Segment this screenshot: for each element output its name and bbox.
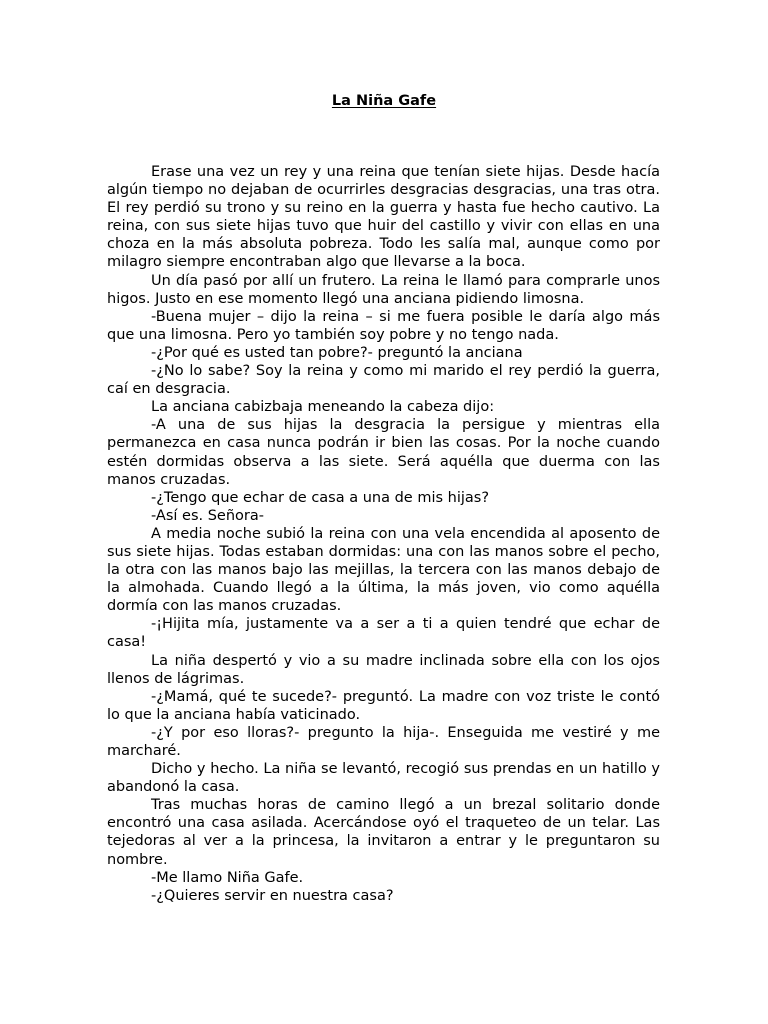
paragraph: Un día pasó por allí un frutero. La reina le llamó para comprarle unos higos. Justo en ese momento llegó una anciana pidiendo limosna. — [107, 272, 660, 307]
paragraph: -¡Hijita mía, justamente va a ser a ti a quien tendré que echar de casa! — [107, 616, 660, 651]
document-title — [0, 91, 768, 111]
paragraph: -A una de sus hijas la desgracia la persigue y mientras ella permanezca en casa nunca podrán ir bien las cosas. Por la noche cuando estén dormidas observa a las siete. Será aquélla que duerma con las manos cruzadas. — [107, 417, 660, 488]
paragraph: -¿Por qué es usted tan pobre?- preguntó la anciana — [151, 344, 523, 361]
paragraph: Erase una vez un rey y una reina que tenían siete hijas. Desde hacía algún tiempo no dejaban de ocurrirles desgracias desgracias, una tras otra. El rey perdió su trono y su reino en la guerra y hasta fue hecho cautivo. La reina, con sus siete hijas tuvo que huir del castillo y vivir con ellas en una choza en la más absoluta pobreza. Todo les salía mal, aunque como por milagro siempre encontraban algo que llevarse a la boca. — [107, 164, 660, 271]
paragraph: -Me llamo Niña Gafe. — [151, 869, 304, 886]
paragraph: Dicho y hecho. La niña se levantó, recogió sus prendas en un hatillo y abandonó la casa. — [107, 761, 660, 796]
paragraph: Tras muchas horas de camino llegó a un brezal solitario donde encontró una casa asilada. Acercándose oyó el traqueteo de un telar. Las tejedoras al ver a la princesa, la invitaron a entrar y le preguntaron su nombre. — [107, 797, 660, 868]
document-title-text: La Niña Gafe — [331, 93, 437, 109]
paragraph: -¿Mamá, qué te sucede?- preguntó. La madre con voz triste le contó lo que la anciana había vaticinado. — [107, 688, 660, 723]
paragraph: La anciana cabizbaja meneando la cabeza dijo: — [151, 399, 495, 416]
paragraph: A media noche subió la reina con una vela encendida al aposento de sus siete hijas. Todas estaban dormidas: una con las manos sobre el pecho, la otra con las manos bajo las mejillas, la tercera con las manos debajo de la almohada. Cuando llegó a la última, la más joven, vio como aquélla dormía con las manos cruzadas. — [107, 525, 660, 615]
paragraph: -¿No lo sabe? Soy la reina y como mi marido el rey perdió la guerra, caí en desgracia. — [107, 363, 660, 398]
paragraph: -¿Quieres servir en nuestra casa? — [151, 887, 394, 904]
document-body — [107, 163, 660, 905]
paragraph: La niña despertó y vio a su madre inclinada sobre ella con los ojos llenos de lágrimas. — [107, 652, 660, 687]
paragraph: -¿Tengo que echar de casa a una de mis hijas? — [151, 489, 490, 506]
paragraph: -Así es. Señora- — [151, 507, 264, 524]
paragraph: -Buena mujer – dijo la reina – si me fuera posible le daría algo más que una limosna. Pero yo también soy pobre y no tengo nada. — [107, 308, 660, 343]
paragraph: -¿Y por eso lloras?- pregunto la hija-. Enseguida me vestiré y me marcharé. — [107, 724, 660, 759]
